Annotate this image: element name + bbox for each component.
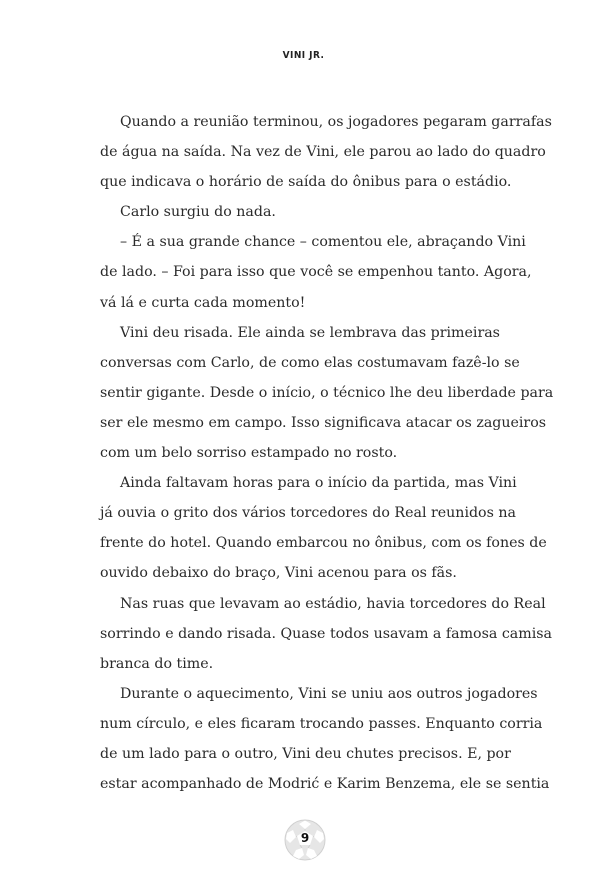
text-line: com um belo sorriso estampado no rosto. [100, 445, 398, 462]
text-line: ser ele mesmo em campo. Isso significava atacar os zagueiros [100, 414, 547, 431]
text-line: branca do time. [100, 655, 214, 672]
text-line: que indicava o horário de saída do ônibus para o estádio. [100, 174, 512, 191]
text-line: Ainda faltavam horas para o início da partida, mas Vini [120, 475, 517, 492]
text-line: Carlo surgiu do nada. [120, 204, 276, 221]
running-header: VINI JR. [282, 50, 325, 61]
text-line: Durante o aquecimento, Vini se uniu aos outros jogadores [120, 685, 538, 702]
text-line: – É a sua grande chance – comentou ele, abraçando Vini [120, 234, 526, 251]
text-line: de lado. – Foi para isso que você se empenhou tanto. Agora, [100, 264, 532, 281]
text-line: ouvido debaixo do braço, Vini acenou para os fãs. [100, 565, 457, 582]
text-line: conversas com Carlo, de como elas costumavam fazê-lo se [100, 354, 520, 371]
text-line: frente do hotel. Quando embarcou no ônibus, com os fones de [100, 535, 547, 552]
text-line: Nas ruas que levavam ao estádio, havia torcedores do Real [120, 595, 546, 612]
text-line: sentir gigante. Desde o início, o técnico lhe deu liberdade para [100, 384, 554, 401]
text-line: Vini deu risada. Ele ainda se lembrava das primeiras [120, 324, 500, 341]
text-line: sorrindo e dando risada. Quase todos usavam a famosa camisa [100, 625, 552, 642]
text-line: estar acompanhado de Modrić e Karim Benzema, ele se sentia [100, 776, 550, 793]
page-number: 9 [300, 831, 310, 845]
text-line: Quando a reunião terminou, os jogadores pegaram garrafas [120, 114, 552, 130]
text-line: vá lá e curta cada momento! [100, 294, 306, 311]
text-line: de água na saída. Na vez de Vini, ele parou ao lado do quadro [100, 144, 546, 161]
chapter-body [100, 107, 554, 799]
text-line: já ouvia o grito dos vários torcedores do Real reunidos na [100, 505, 516, 522]
page-footer [284, 819, 326, 861]
text-line: de um lado para o outro, Vini deu chutes precisos. E, por [100, 745, 511, 762]
text-line: num círculo, e eles ficaram trocando passes. Enquanto corria [100, 715, 543, 732]
